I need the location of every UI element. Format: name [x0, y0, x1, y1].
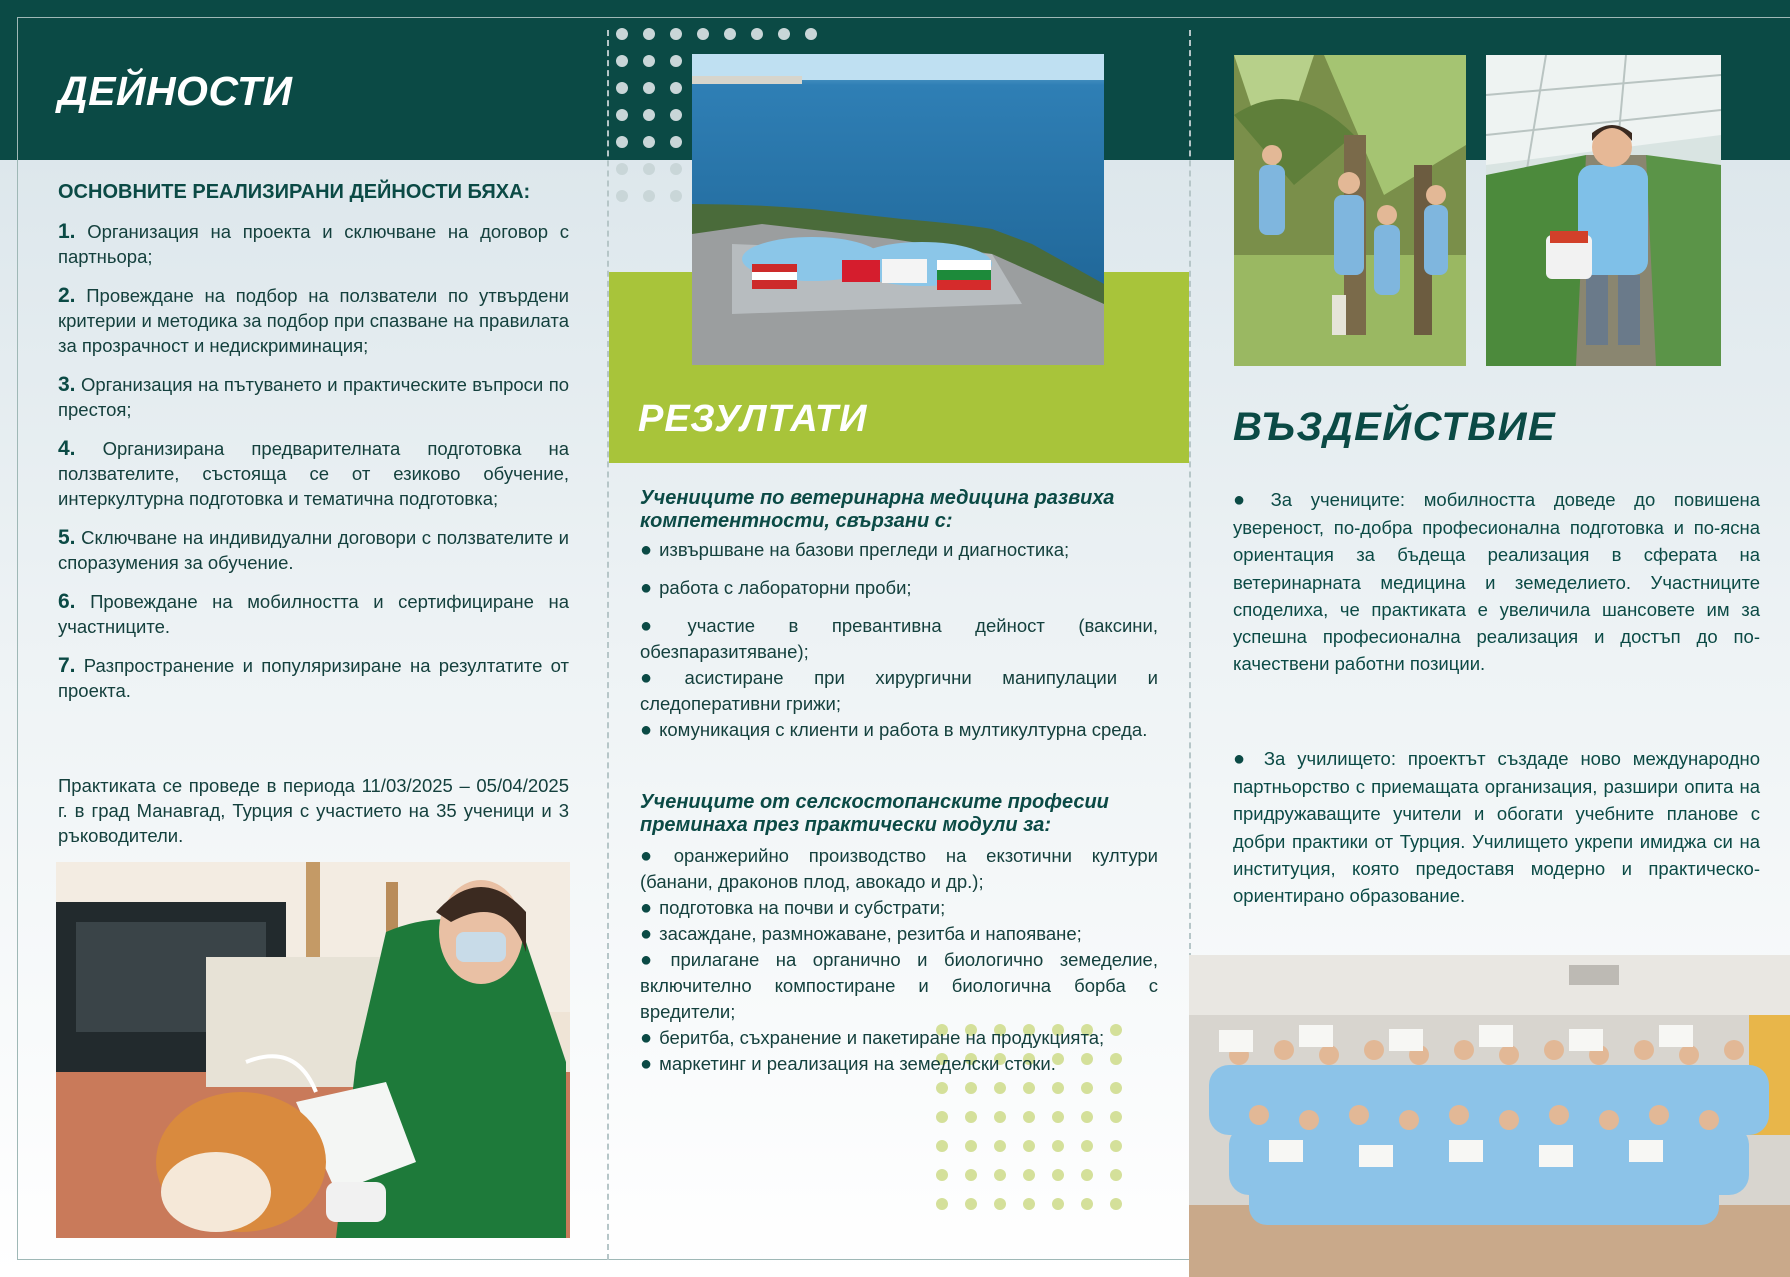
- agri-modules-list: [640, 843, 1158, 1077]
- pattern-dot: [936, 1082, 948, 1094]
- pattern-dot: [1110, 1198, 1122, 1210]
- activity-item: 4. Организирана предварителната подготовка на ползвателите, състояща се от езиково обучение, интеркултурна подготовка и тематична подготовка;: [58, 437, 569, 509]
- activity-item: 6. Провеждане на мобилността и сертифициране на участниците.: [58, 590, 569, 637]
- certificates-group-photo: [1189, 955, 1790, 1277]
- pattern-dot: [994, 1169, 1006, 1181]
- list-item: ● оранжерийно производство на екзотични култури (банани, драконов плод, авокадо и др.);: [640, 843, 1158, 895]
- pattern-dot: [643, 28, 655, 40]
- pattern-dot: [778, 28, 790, 40]
- agri-group-heading: Учениците от селскостопанските професии преминаха през практически модули за:: [640, 791, 1109, 836]
- pattern-dot: [697, 28, 709, 40]
- activity-item: 7. Разпространение и популяризиране на резултатите от проекта.: [58, 654, 569, 701]
- pattern-dot: [670, 55, 682, 67]
- pattern-dot: [616, 163, 628, 175]
- pattern-dot: [616, 136, 628, 148]
- pattern-dot: [643, 136, 655, 148]
- pattern-dot: [643, 109, 655, 121]
- pattern-dot: [1052, 1140, 1064, 1152]
- vet-clinic-photo: [56, 862, 570, 1238]
- impact-title: ВЪЗДЕЙСТВИЕ: [1233, 405, 1557, 449]
- activities-subheading: ОСНОВНИТЕ РЕАЛИЗИРАНИ ДЕЙНОСТИ БЯХА:: [58, 181, 531, 203]
- greenhouse-student-photo: [1486, 55, 1721, 366]
- pattern-dot: [1023, 1111, 1035, 1123]
- pattern-dot: [936, 1198, 948, 1210]
- pattern-dot: [965, 1140, 977, 1152]
- pattern-dot: [1023, 1169, 1035, 1181]
- pattern-dot: [994, 1082, 1006, 1094]
- activity-item: 5. Сключване на индивидуални договори с ползвателите и споразумения за обучение.: [58, 526, 569, 573]
- pattern-dot: [1081, 1111, 1093, 1123]
- banana-plantation-photo: [1234, 55, 1466, 366]
- activity-item: 3. Организация на пътуването и практическите въпроси по престоя;: [58, 373, 570, 420]
- results-title: РЕЗУЛТАТИ: [638, 398, 868, 440]
- pattern-dot: [643, 163, 655, 175]
- pattern-dot: [994, 1140, 1006, 1152]
- pattern-dot: [1052, 1111, 1064, 1123]
- vet-competences-list: [640, 537, 1158, 743]
- pattern-dot: [1052, 1198, 1064, 1210]
- impact-students: ● За учениците: мобилността доведе до повишена увереност, по-добра професионална подготовка и по-ясна ориентация за бъдеща реализация в сферата на ветеринарната медицина и земеделието. Участниците споделиха, че практиката е увеличила шансовете им за успешна професионална реализация и достъп до по-качествени работни позиции.: [1233, 489, 1760, 675]
- pattern-dot: [751, 28, 763, 40]
- fold-line-left: [607, 30, 609, 1260]
- pattern-dot: [965, 1111, 977, 1123]
- pattern-dot: [1110, 1082, 1122, 1094]
- pattern-dot: [670, 82, 682, 94]
- activities-title: ДЕЙНОСТИ: [58, 68, 293, 114]
- list-item: ● засаждане, размножаване, резитба и напояване;: [640, 921, 1158, 947]
- pattern-dot: [1081, 1169, 1093, 1181]
- pattern-dot: [965, 1082, 977, 1094]
- list-item: ● комуникация с клиенти и работа в мултикултурна среда.: [640, 717, 1158, 743]
- bullet-icon: ●: [1233, 489, 1259, 511]
- pattern-dot: [1023, 1140, 1035, 1152]
- pattern-dot: [1023, 1198, 1035, 1210]
- pattern-dot: [1110, 1111, 1122, 1123]
- pattern-dot: [994, 1111, 1006, 1123]
- pattern-dot: [670, 163, 682, 175]
- pattern-dot: [616, 190, 628, 202]
- pattern-dot: [670, 109, 682, 121]
- impact-school: ● За училището: проектът създаде ново международно партньорство с приемащата организация, разшири опита на придружаващите учители и обогати учебните планове с добри практики от Турция. Училището укрепи имиджа си на институция, която предоставя модерно и практическо-ориентирано образование.: [1233, 748, 1760, 907]
- pattern-dot: [616, 109, 628, 121]
- pattern-dot: [1110, 1140, 1122, 1152]
- pattern-dot: [965, 1198, 977, 1210]
- pattern-dot: [1081, 1082, 1093, 1094]
- pattern-dot: [724, 28, 736, 40]
- pattern-dot: [616, 55, 628, 67]
- pattern-dot: [1110, 1169, 1122, 1181]
- list-item: ● подготовка на почви и субстрати;: [640, 895, 1158, 921]
- pattern-dot: [1052, 1082, 1064, 1094]
- list-item: ● беритба, съхранение и пакетиране на продукцията;: [640, 1025, 1158, 1051]
- activity-item: 2. Провеждане на подбор на ползватели по утвърдени критерии и методика за подбор при спазване на правилата за прозрачност и недискриминация;: [58, 284, 570, 356]
- pattern-dot: [805, 28, 817, 40]
- activities-list: [58, 219, 569, 717]
- pattern-dot: [670, 190, 682, 202]
- activity-item: 1. Организация на проекта и сключване на договор с партньора;: [58, 220, 570, 267]
- pattern-dot: [936, 1111, 948, 1123]
- pattern-dot: [670, 136, 682, 148]
- pattern-dot: [616, 28, 628, 40]
- pattern-dot: [670, 28, 682, 40]
- list-item: ● извършване на базови прегледи и диагностика;: [640, 537, 1158, 563]
- pattern-dot: [643, 82, 655, 94]
- pattern-dot: [994, 1198, 1006, 1210]
- bullet-icon: ●: [1233, 748, 1252, 770]
- pattern-dot: [936, 1140, 948, 1152]
- period-text: Практиката се проведе в периода 11/03/2025 – 05/04/2025 г. в град Манавгад, Турция с участието на 35 ученици и 3 ръководители.: [58, 775, 569, 846]
- pattern-dot: [965, 1169, 977, 1181]
- pattern-dot: [643, 55, 655, 67]
- list-item: ● прилагане на органично и биологично земеделие, включително компостиране и биологична борба с вредители;: [640, 947, 1158, 1025]
- pattern-dot: [1081, 1140, 1093, 1152]
- pattern-dot: [936, 1169, 948, 1181]
- list-item: ● асистиране при хирургични манипулации и следоперативни грижи;: [640, 665, 1158, 717]
- pattern-dot: [1023, 1082, 1035, 1094]
- pattern-dot: [616, 82, 628, 94]
- pattern-dot: [1052, 1169, 1064, 1181]
- seaside-group-photo: [692, 54, 1104, 365]
- list-item: ● маркетинг и реализация на земеделски стоки.: [640, 1051, 1158, 1077]
- pattern-dot: [643, 190, 655, 202]
- vet-group-heading: Учениците по ветеринарна медицина развиха компетентности, свързани с:: [640, 487, 1115, 532]
- list-item: ● работа с лабораторни проби;: [640, 575, 1158, 601]
- pattern-dot: [1081, 1198, 1093, 1210]
- list-item: ● участие в превантивна дейност (ваксини, обезпаразитяване);: [640, 613, 1158, 665]
